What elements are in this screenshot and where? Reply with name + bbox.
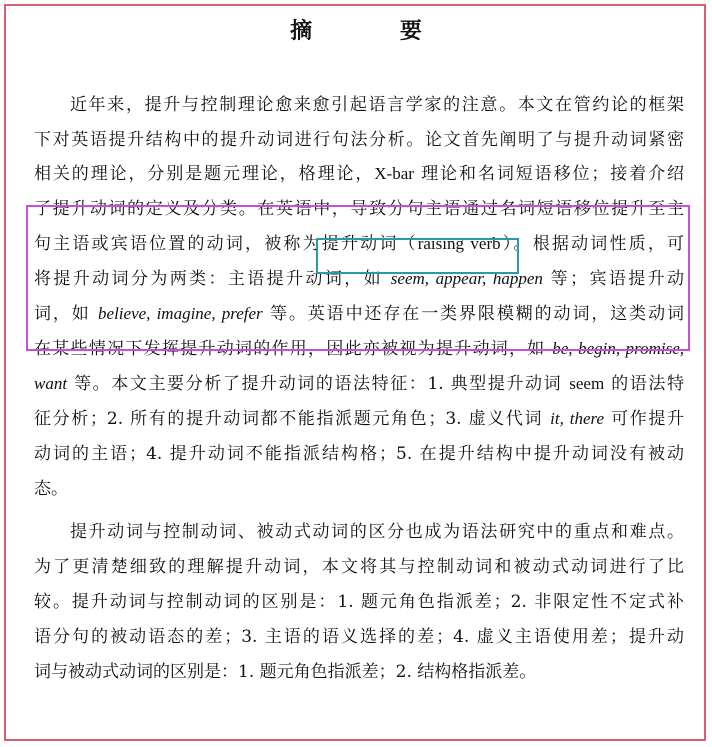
page-title: 摘 要 — [290, 19, 462, 44]
text-segment: 词与被动式动词的区别是：1. 题元角色指派差；2. 结构格指派差。 — [34, 662, 537, 682]
english-term: believe, imagine, prefer — [98, 304, 263, 323]
text-segment: 的语法特 — [604, 374, 685, 394]
text-segment: ）。根据动词性质，可 — [500, 234, 685, 254]
text-segment: 等。英语中还存在一类界限模糊的动词，这类动词 — [262, 304, 684, 324]
text-segment: 态。 — [34, 479, 68, 499]
english-term: X-bar — [374, 164, 414, 183]
text-segment: 等；宾语提升动 — [542, 269, 685, 289]
text-segment: 句主语或宾语位置的动词，被称为提升动词（ — [34, 234, 418, 254]
english-term: it, there — [550, 409, 605, 428]
text-segment: 词，如 — [34, 304, 99, 324]
text-line — [34, 407, 684, 431]
text-line — [34, 590, 684, 614]
text-segment: 等。本文主要分析了提升动词的语法特征：1. 典型提升动词 — [67, 374, 570, 394]
english-term: seem — [569, 374, 605, 393]
text-line — [34, 477, 684, 501]
text-line — [34, 625, 684, 649]
english-term: want — [34, 374, 68, 393]
text-segment: 提升动词与控制动词、被动式动词的区分也成为语法研究中的重点和难点。 — [70, 522, 684, 542]
text-segment: 了提升动词的定义及分类。在英语中，导致分句主语通过名词短语移位提升至主 — [34, 199, 684, 219]
text-segment: 语分句的被动语态的差；3. 主语的语义选择的差；4. 虚义主语使用差；提升动 — [34, 627, 684, 647]
text-line — [34, 162, 684, 186]
text-segment: 理论和名词短语移位；接着介绍 — [413, 164, 685, 184]
text-segment: 相关的理论，分别是题元理论，格理论， — [34, 164, 375, 184]
text-segment: 为了更清楚细致的理解提升动词，本文将其与控制动词和被动式动词进行了比 — [34, 557, 684, 577]
text-segment: 下对英语提升结构中的提升动词进行句法分析。论文首先阐明了与提升动词紧密 — [34, 130, 684, 150]
text-line — [70, 520, 684, 544]
english-term: be, begin, promise, — [552, 339, 685, 358]
text-line — [34, 555, 684, 579]
text-segment: 征分析；2. 所有的提升动词都不能指派题元角色；3. 虚义代词 — [34, 409, 551, 429]
highlight-box-teal — [316, 238, 519, 274]
english-term: raising verb — [417, 234, 501, 253]
text-segment: 可作提升 — [604, 409, 685, 429]
text-segment: 在某些情况下发挥提升动词的作用，因此亦被视为提升动词，如 — [34, 339, 553, 359]
highlight-box-magenta — [26, 205, 690, 351]
text-segment: 动词的主语；4. 提升动词不能指派结构格；5. 在提升结构中提升动词没有被动 — [34, 444, 684, 464]
text-segment: 将提升动词分为两类：主语提升动词，如 — [34, 269, 391, 289]
text-segment: 较。提升动词与控制动词的区别是：1. 题元角色指派差；2. 非限定性不定式补 — [34, 592, 684, 612]
english-term: seem, appear, happen — [390, 269, 543, 288]
text-line — [34, 372, 684, 396]
text-line — [34, 128, 684, 152]
text-line — [34, 442, 684, 466]
text-segment: 近年来，提升与控制理论愈来愈引起语言学家的注意。本文在管约论的框架 — [70, 95, 684, 115]
text-line — [70, 93, 684, 117]
text-line — [34, 660, 684, 684]
